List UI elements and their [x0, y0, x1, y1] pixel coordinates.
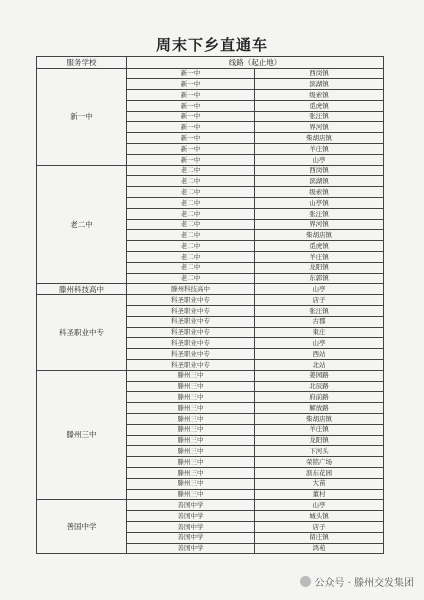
school-cell: 善国中学	[37, 500, 127, 554]
route-destination-cell: 张汪镇	[255, 111, 384, 122]
route-origin-cell: 老二中	[127, 198, 255, 209]
route-destination-cell: 柴胡店镇	[255, 133, 384, 144]
route-destination-cell: 级索镇	[255, 187, 384, 198]
route-destination-cell: 觅虎镇	[255, 100, 384, 111]
route-destination-cell: 山亭	[255, 154, 384, 165]
route-origin-cell: 新一中	[127, 90, 255, 101]
watermark	[300, 574, 414, 589]
route-origin-cell: 科圣职业中专	[127, 327, 255, 338]
route-origin-cell: 滕州三中	[127, 424, 255, 435]
route-destination-cell: 界河镇	[255, 219, 384, 230]
table-header-row	[37, 57, 384, 69]
wechat-icon	[300, 576, 311, 587]
route-destination-cell: 城头镇	[255, 511, 384, 522]
table-row	[37, 284, 384, 295]
table-row	[37, 68, 384, 79]
route-origin-cell: 善国中学	[127, 543, 255, 554]
route-origin-cell: 滕州三中	[127, 370, 255, 381]
route-destination-cell: 羊庄镇	[255, 424, 384, 435]
route-origin-cell: 滕州三中	[127, 446, 255, 457]
route-destination-cell: 滨湖镇	[255, 79, 384, 90]
route-origin-cell: 滕州三中	[127, 489, 255, 500]
route-destination-cell: 山亭	[255, 500, 384, 511]
route-destination-cell: 解放路	[255, 403, 384, 414]
table-row	[37, 295, 384, 306]
route-destination-cell: 府前路	[255, 392, 384, 403]
route-origin-cell: 善国中学	[127, 511, 255, 522]
route-origin-cell: 滕州三中	[127, 414, 255, 425]
route-origin-cell: 老二中	[127, 165, 255, 176]
route-origin-cell: 善国中学	[127, 521, 255, 532]
route-origin-cell: 滕州三中	[127, 467, 255, 478]
route-origin-cell: 滕州三中	[127, 392, 255, 403]
route-origin-cell: 滕州三中	[127, 435, 255, 446]
route-origin-cell: 老二中	[127, 273, 255, 284]
route-destination-cell: 下河头	[255, 446, 384, 457]
header-route: 线路（起止地）	[127, 57, 384, 69]
route-destination-cell: 店子	[255, 521, 384, 532]
route-origin-cell: 老二中	[127, 187, 255, 198]
school-cell: 新一中	[37, 68, 127, 165]
route-origin-cell: 科圣职业中专	[127, 338, 255, 349]
route-origin-cell: 滕州科技高中	[127, 284, 255, 295]
route-origin-cell: 新一中	[127, 68, 255, 79]
watermark-text: 公众号 · 滕州交发集团	[314, 578, 414, 589]
route-origin-cell: 新一中	[127, 100, 255, 111]
route-destination-cell: 北辰路	[255, 381, 384, 392]
route-origin-cell: 科圣职业中专	[127, 360, 255, 371]
route-destination-cell: 荣铭广场	[255, 457, 384, 468]
route-origin-cell: 新一中	[127, 144, 255, 155]
route-destination-cell: 大苗	[255, 478, 384, 489]
route-origin-cell: 科圣职业中专	[127, 295, 255, 306]
school-cell: 科圣职业中专	[37, 295, 127, 371]
route-origin-cell: 老二中	[127, 219, 255, 230]
route-origin-cell: 新一中	[127, 111, 255, 122]
route-destination-cell: 柴胡店镇	[255, 414, 384, 425]
route-origin-cell: 滕州三中	[127, 403, 255, 414]
route-destination-cell: 羊庄镇	[255, 252, 384, 263]
route-origin-cell: 新一中	[127, 122, 255, 133]
route-destination-cell: 级索镇	[255, 90, 384, 101]
route-destination-cell: 山亭镇	[255, 198, 384, 209]
route-origin-cell: 老二中	[127, 208, 255, 219]
school-cell: 滕州科技高中	[37, 284, 127, 295]
route-destination-cell: 柴胡店镇	[255, 230, 384, 241]
route-destination-cell: 董村	[255, 489, 384, 500]
route-origin-cell: 老二中	[127, 176, 255, 187]
route-destination-cell: 西站	[255, 349, 384, 360]
route-origin-cell: 科圣职业中专	[127, 349, 255, 360]
route-destination-cell: 山亭	[255, 338, 384, 349]
route-origin-cell: 科圣职业中专	[127, 316, 255, 327]
route-destination-cell: 界河镇	[255, 122, 384, 133]
route-destination-cell: 鸿苑	[255, 543, 384, 554]
route-destination-cell: 龙阳镇	[255, 262, 384, 273]
route-destination-cell: 龙阳镇	[255, 435, 384, 446]
route-destination-cell: 古郡	[255, 316, 384, 327]
route-origin-cell: 善国中学	[127, 500, 255, 511]
route-origin-cell: 科圣职业中专	[127, 306, 255, 317]
route-origin-cell: 滕州三中	[127, 381, 255, 392]
route-destination-cell: 东郭镇	[255, 273, 384, 284]
route-destination-cell: 東庄	[255, 327, 384, 338]
route-destination-cell: 张汪镇	[255, 208, 384, 219]
table-body	[37, 68, 384, 554]
route-destination-cell: 西岗镇	[255, 68, 384, 79]
route-origin-cell: 老二中	[127, 241, 255, 252]
route-origin-cell: 新一中	[127, 154, 255, 165]
route-origin-cell: 滕州三中	[127, 478, 255, 489]
route-destination-cell: 姜园路	[255, 370, 384, 381]
route-origin-cell: 善国中学	[127, 532, 255, 543]
route-destination-cell: 北站	[255, 360, 384, 371]
route-destination-cell: 留庄镇	[255, 532, 384, 543]
route-origin-cell: 新一中	[127, 133, 255, 144]
page-title: 周末下乡直通车	[155, 36, 268, 54]
bus-schedule-table	[36, 56, 384, 554]
route-destination-cell: 张汪镇	[255, 306, 384, 317]
table-row	[37, 370, 384, 381]
route-destination-cell: 滨东花园	[255, 467, 384, 478]
route-destination-cell: 羊庄镇	[255, 144, 384, 155]
route-destination-cell: 店子	[255, 295, 384, 306]
route-origin-cell: 老二中	[127, 262, 255, 273]
route-origin-cell: 新一中	[127, 79, 255, 90]
route-origin-cell: 滕州三中	[127, 457, 255, 468]
route-destination-cell: 滨湖镇	[255, 176, 384, 187]
route-destination-cell: 觅虎镇	[255, 241, 384, 252]
route-destination-cell: 山亭	[255, 284, 384, 295]
table-row	[37, 500, 384, 511]
route-origin-cell: 老二中	[127, 252, 255, 263]
route-origin-cell: 老二中	[127, 230, 255, 241]
school-cell: 滕州三中	[37, 370, 127, 500]
table-row	[37, 165, 384, 176]
header-school: 服务学校	[37, 57, 127, 69]
route-destination-cell: 西岗镇	[255, 165, 384, 176]
school-cell: 老二中	[37, 165, 127, 284]
